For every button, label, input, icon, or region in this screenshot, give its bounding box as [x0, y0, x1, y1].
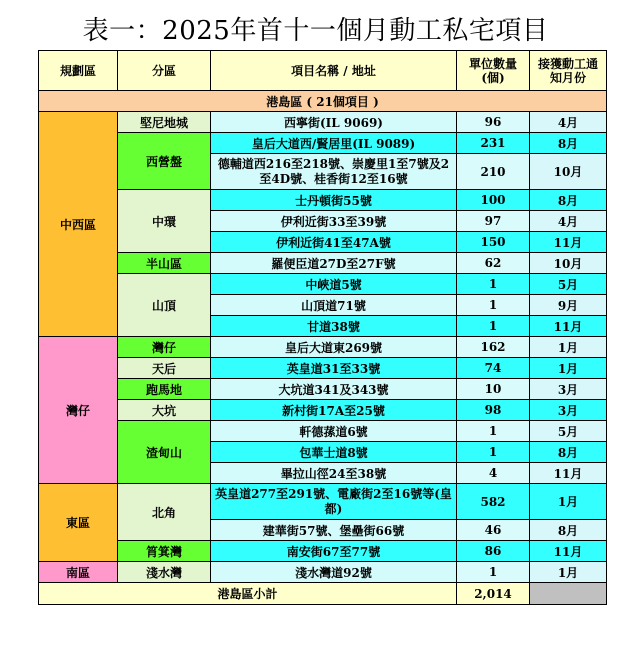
- month-cell: 11月: [530, 541, 607, 562]
- units-cell: 98: [457, 400, 530, 421]
- table-row: [39, 112, 607, 133]
- planning-area-central-western: 中西區: [39, 112, 118, 337]
- sub-area-repulse-bay: 淺水灣: [118, 562, 211, 583]
- units-cell: 96: [457, 112, 530, 133]
- units-cell: 1: [457, 562, 530, 583]
- month-cell: 11月: [530, 232, 607, 253]
- project-cell: 淺水灣道92號: [211, 562, 457, 583]
- units-cell: 231: [457, 133, 530, 154]
- sub-area-mid-levels: 半山區: [118, 253, 211, 274]
- month-cell: 11月: [530, 463, 607, 484]
- subtotal-blank-cell: [530, 583, 607, 605]
- project-cell: 軒德蓀道6號: [211, 421, 457, 442]
- units-cell: 1: [457, 274, 530, 295]
- table-row: [39, 400, 607, 421]
- table-row: [39, 253, 607, 274]
- project-cell: 西寧街(IL 9069): [211, 112, 457, 133]
- month-cell: 8月: [530, 190, 607, 211]
- units-cell: 582: [457, 484, 530, 520]
- table-row: [39, 133, 607, 154]
- header-project: 項目名稱 / 地址: [211, 51, 457, 91]
- header-month: 接獲動工通 知月份: [530, 51, 607, 91]
- project-cell: 英皇道31至33號: [211, 358, 457, 379]
- units-cell: 100: [457, 190, 530, 211]
- project-cell: 皇后大道西/賢居里(IL 9089): [211, 133, 457, 154]
- page-title: 表一：2025年首十一個月動工私宅項目: [82, 16, 549, 46]
- sub-area-the-peak: 山頂: [118, 274, 211, 337]
- month-cell: 10月: [530, 253, 607, 274]
- units-cell: 162: [457, 337, 530, 358]
- table-row: [39, 358, 607, 379]
- units-cell: 86: [457, 541, 530, 562]
- units-cell: 62: [457, 253, 530, 274]
- project-cell: 南安街67至77號: [211, 541, 457, 562]
- table-row: [39, 562, 607, 583]
- month-cell: 4月: [530, 211, 607, 232]
- project-cell: 大坑道341及343號: [211, 379, 457, 400]
- month-cell: 9月: [530, 295, 607, 316]
- units-cell: 10: [457, 379, 530, 400]
- table-row: [39, 190, 607, 211]
- table-row: [39, 484, 607, 520]
- sub-area-wan-chai: 灣仔: [118, 337, 211, 358]
- table-row: [39, 541, 607, 562]
- project-cell: 山頂道71號: [211, 295, 457, 316]
- project-cell: 建華街57號、堡壘街66號: [211, 520, 457, 541]
- month-cell: 11月: [530, 316, 607, 337]
- sub-area-sai-ying-pun: 西營盤: [118, 133, 211, 190]
- units-cell: 1: [457, 421, 530, 442]
- project-cell: 畢拉山徑24至38號: [211, 463, 457, 484]
- sub-area-tin-hau: 天后: [118, 358, 211, 379]
- projects-table: [38, 50, 607, 605]
- month-cell: 1月: [530, 358, 607, 379]
- month-cell: 10月: [530, 154, 607, 190]
- month-cell: 8月: [530, 442, 607, 463]
- project-cell: 英皇道277至291號、電廠街2至16號等(皇都): [211, 484, 457, 520]
- units-cell: 150: [457, 232, 530, 253]
- units-cell: 46: [457, 520, 530, 541]
- project-cell: 伊利近街33至39號: [211, 211, 457, 232]
- header-units: 單位數量 (個): [457, 51, 530, 91]
- table-row: [39, 274, 607, 295]
- subtotal-value: 2,014: [457, 583, 530, 605]
- project-cell: 德輔道西216至218號、崇慶里1至7號及2至4D號、桂香街12至16號: [211, 154, 457, 190]
- month-cell: 8月: [530, 520, 607, 541]
- month-cell: 5月: [530, 274, 607, 295]
- subtotal-label: 港島區小計: [39, 583, 457, 605]
- project-cell: 士丹頓街55號: [211, 190, 457, 211]
- table-row: [39, 337, 607, 358]
- units-cell: 74: [457, 358, 530, 379]
- project-cell: 皇后大道東269號: [211, 337, 457, 358]
- planning-area-southern: 南區: [39, 562, 118, 583]
- header-row: [39, 51, 607, 91]
- month-cell: 3月: [530, 400, 607, 421]
- district-heading: 港島區 ( 21個項目 ): [39, 91, 607, 112]
- month-cell: 4月: [530, 112, 607, 133]
- units-cell: 210: [457, 154, 530, 190]
- units-cell: 1: [457, 316, 530, 337]
- month-cell: 5月: [530, 421, 607, 442]
- table-row: [39, 421, 607, 442]
- sub-area-central: 中環: [118, 190, 211, 253]
- project-cell: 新村街17A至25號: [211, 400, 457, 421]
- project-cell: 羅便臣道27D至27F號: [211, 253, 457, 274]
- sub-area-jardines-lookout: 渣甸山: [118, 421, 211, 484]
- units-cell: 4: [457, 463, 530, 484]
- units-cell: 1: [457, 442, 530, 463]
- sub-area-shau-kei-wan: 筲箕灣: [118, 541, 211, 562]
- planning-area-wan-chai: 灣仔: [39, 337, 118, 484]
- header-planning-area: 規劃區: [39, 51, 118, 91]
- month-cell: 3月: [530, 379, 607, 400]
- project-cell: 甘道38號: [211, 316, 457, 337]
- sub-area-happy-valley: 跑馬地: [118, 379, 211, 400]
- month-cell: 1月: [530, 337, 607, 358]
- units-cell: 97: [457, 211, 530, 232]
- project-cell: 中峽道5號: [211, 274, 457, 295]
- sub-area-tai-hang: 大坑: [118, 400, 211, 421]
- table-row: [39, 379, 607, 400]
- month-cell: 8月: [530, 133, 607, 154]
- header-sub-area: 分區: [118, 51, 211, 91]
- planning-area-eastern: 東區: [39, 484, 118, 562]
- project-cell: 伊利近街41至47A號: [211, 232, 457, 253]
- units-cell: 1: [457, 295, 530, 316]
- project-cell: 包華士道8號: [211, 442, 457, 463]
- month-cell: 1月: [530, 484, 607, 520]
- month-cell: 1月: [530, 562, 607, 583]
- district-heading-row: [39, 91, 607, 112]
- sub-area-north-point: 北角: [118, 484, 211, 541]
- sub-area-kennedy-town: 堅尼地城: [118, 112, 211, 133]
- subtotal-row: [39, 583, 607, 605]
